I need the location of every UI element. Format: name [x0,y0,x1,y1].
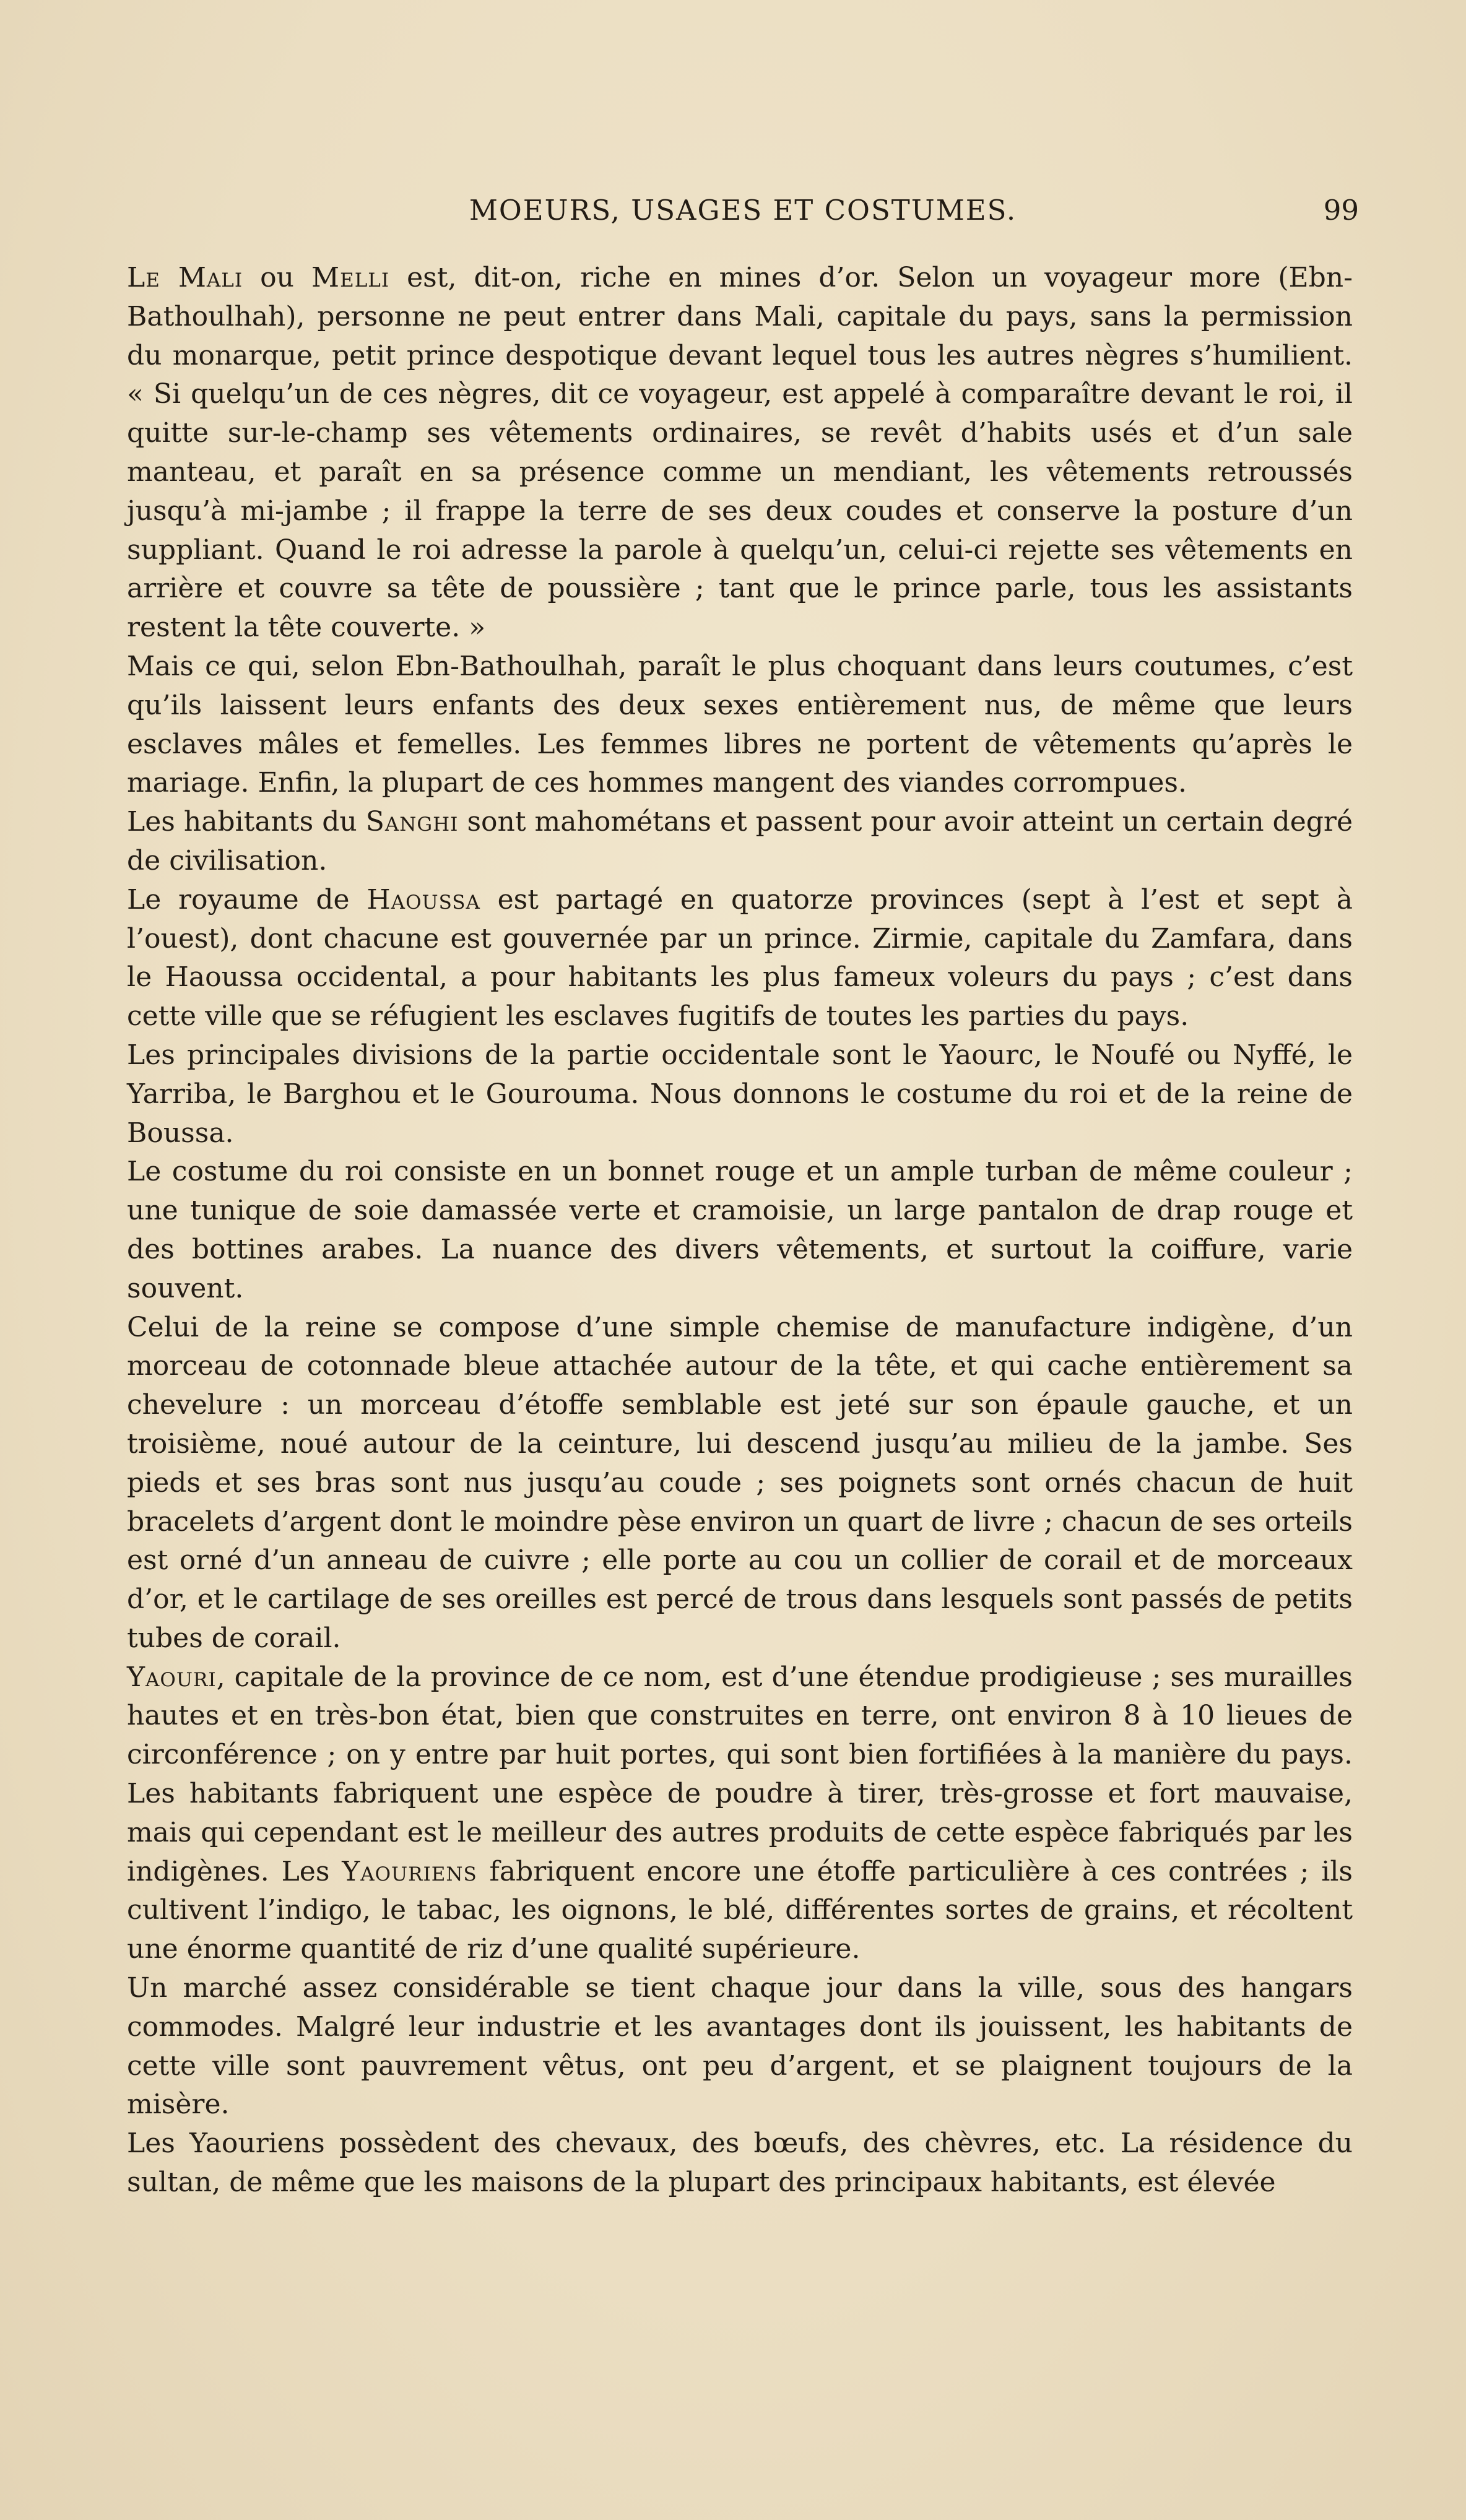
body-text [127,259,1353,2202]
paragraph-mali [127,259,1353,647]
small-caps-term: Yaouri [127,1661,217,1693]
page-header [127,189,1359,232]
paragraph-queen-costume: Celui de la reine se compose d’une simple chemise de manufacture indigène, d’un morceau de cotonnade bleue attachée autour de la tête, et qui cache entièrement sa chevelure : un morceau d’étoffe semblable est jeté sur son épaule gauche, et un troisième, noué autour de la ceinture, lui descend jusqu’au milieu de la jambe. Ses pieds et ses bras sont nus jusqu’au coude ; ses poignets sont ornés chacun de huit bracelets d’argent dont le moindre pèse environ un quart de livre ; chacun de ses orteils est orné d’un anneau de cuivre ; elle porte au cou un collier de corail et de morceaux d’or, et le cartilage de ses oreilles est percé de trous dans lesquels sont passés de petits tubes de corail. [127,1311,1353,1654]
paragraph-haoussa [127,881,1353,1036]
paragraph-customs: Mais ce qui, selon Ebn-Bathoulhah, paraît le plus choquant dans leurs coutumes, c’est qu’ils laissent leurs enfants des deux sexes entièrement nus, de même que leurs esclaves mâles et femelles. Les femmes libres ne portent de vêtements qu’après le mariage. Enfin, la plupart de ces hommes mangent des viandes corrompues. [127,650,1353,799]
paragraph-king-costume: Le costume du roi consiste en un bonnet rouge et un ample turban de même couleur ; une tunique de soie damassée verte et cramoisie, un large pantalon de drap rouge et des bottines arabes. La nuance des divers vêtements, et surtout la coiffure, varie souvent. [127,1156,1353,1304]
paragraph-residence: Les Yaouriens possèdent des chevaux, des bœufs, des chèvres, etc. La résidence du sultan, de même que les maisons de la plupart des principaux habitants, est élevée [127,2128,1353,2199]
small-caps-term: Le Mali [127,262,243,293]
small-caps-term: Melli [311,262,390,293]
paragraph-text: est, dit-on, riche en mines d’or. Selon un voyageur more (Ebn-Bathoulhah), personne ne peut entrer dans Mali, capitale du pays, sans la permission du monarque, petit prince despotique devant lequel tous les autres nègres s’humilient. « Si quelqu’un de ces nègres, dit ce voyageur, est appelé à comparaître devant le roi, il quitte sur-le-champ ses vêtements ordinaires, se revêt d’habits usés et d’un sale manteau, et paraît en sa présence comme un mendiant, les vêtements retroussés jusqu’à mi-jambe ; il frappe la terre de ses deux coudes et conserve la posture d’un suppliant. Quand le roi adresse la parole à quelqu’un, celui-ci rejette ses vêtements en arrière et couvre sa tête de poussière ; tant que le prince parle, tous les assistants restent la tête couverte. » [127,262,1353,644]
paragraph-text: fabriquent encore une étoffe particulière à ces contrées ; ils cultivent l’indigo, le tabac, les oignons, le blé, différentes sortes de grains, et récoltent une énorme quantité de riz d’une qualité supérieure. [127,1855,1353,1965]
paragraph-text: Les habitants du [127,806,366,838]
paragraph-text: ou [243,262,312,293]
paragraph-divisions: Les principales divisions de la partie occidentale sont le Yaourc, le Noufé ou Nyffé, le Yarriba, le Barghou et le Gourouma. Nous donnons le costume du roi et de la reine de Boussa. [127,1039,1353,1149]
paragraph-sanghi [127,803,1353,881]
paragraph-text: Le royaume de [127,883,367,916]
page-number: 99 [1323,194,1359,227]
small-caps-term: Haoussa [366,883,480,916]
paragraph-text: , capitale de la province de ce nom, est d’une étendue prodigieuse ; ses murailles hautes et en très-bon état, bien que construites en terre, ont environ 8 à 10 lieues de circonférence ; on y entre par huit portes, qui sont bien fortifiées à la manière du pays. Les habitants fabriquent une espèce de poudre à tirer, très-grosse et fort mauvaise, mais qui cependant est le meilleur des autres produits de cette espèce fabriqués par les indigènes. Les [127,1661,1353,1887]
paragraph-text: sont mahométans et passent pour avoir atteint un certain degré de civilisation. [127,806,1353,877]
paragraph-text: est partagé en quatorze provinces (sept à l’est et sept à l’ouest), dont chacune est gouvernée par un prince. Zirmie, capitale du Zamfara, dans le Haoussa occidental, a pour habitants les plus fameux voleurs du pays ; c’est dans cette ville que se réfugient les esclaves fugitifs de toutes les parties du pays. [127,883,1353,1033]
running-title: MOEURS, USAGES ET COSTUMES. [469,194,1017,227]
paragraph-yaouri [127,1658,1353,1969]
small-caps-term: Yaouriens [342,1855,477,1887]
paragraph-market: Un marché assez considérable se tient chaque jour dans la ville, sous des hangars commodes. Malgré leur industrie et les avantages dont ils jouissent, les habitants de cette ville sont pauvrement vêtus, ont peu d’argent, et se plaignent toujours de la misère. [127,1972,1353,2121]
small-caps-term: Sanghi [365,806,459,838]
